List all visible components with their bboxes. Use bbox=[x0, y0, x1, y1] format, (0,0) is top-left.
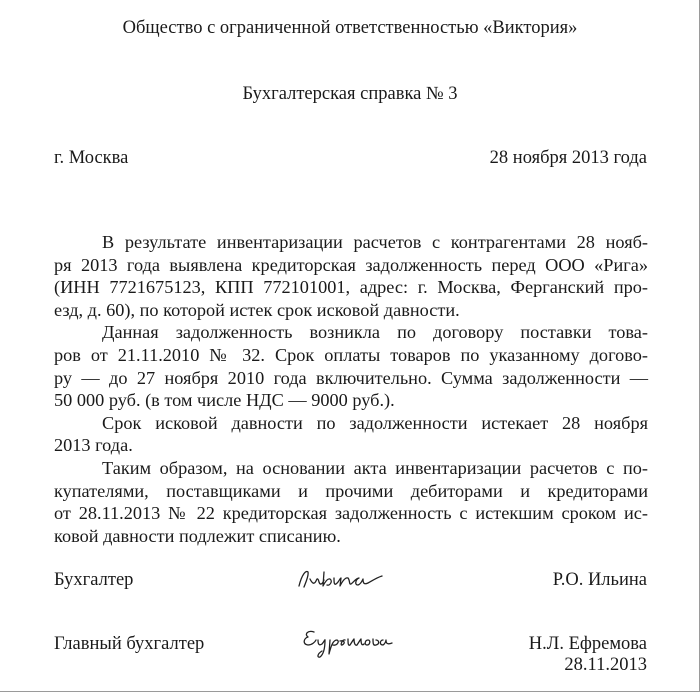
body-line: езд, д. 60), по которой истек срок исковой давности. bbox=[54, 299, 460, 320]
accountant-name: Р.О. Ильина bbox=[552, 570, 647, 590]
body-line: В результате инвентаризации расчетов с контрагентами 28 нояб- bbox=[102, 232, 648, 252]
body-line: Срок исковой давности по задолженности истекает 28 ноября bbox=[102, 412, 648, 433]
document-body bbox=[54, 231, 648, 547]
body-line: Данная задолженность возникла по договору поставки това- bbox=[102, 322, 648, 343]
body-line: ру — до 27 ноября 2010 года включительно. Сумма задолженности — bbox=[54, 367, 648, 388]
body-line: 50 000 руб. (в том числе НДС — 9000 руб.). bbox=[54, 390, 395, 411]
document-city: г. Москва bbox=[54, 148, 129, 168]
organization-name: Общество с ограниченной ответственностью «Виктория» bbox=[122, 18, 578, 38]
signature-date: 28.11.2013 bbox=[564, 655, 647, 675]
body-line: купателями, поставщиками и прочими дебиторами и кредиторами bbox=[54, 480, 648, 501]
body-line: ковой давности подлежит списанию. bbox=[54, 525, 341, 546]
chief-accountant-label: Главный бухгалтер bbox=[54, 634, 205, 654]
accountant-label: Бухгалтер bbox=[54, 570, 134, 590]
body-line: ров от 21.11.2010 № 32. Срок оплаты товаров по указанному догово- bbox=[54, 344, 648, 365]
body-line: Таким образом, на основании акта инвентаризации расчетов с по- bbox=[102, 457, 648, 478]
body-line: 2013 года. bbox=[54, 435, 133, 456]
document-date: 28 ноября 2013 года bbox=[489, 148, 647, 168]
accountant-signature bbox=[296, 566, 386, 592]
chief-accountant-name: Н.Л. Ефремова bbox=[528, 634, 647, 654]
document-title: Бухгалтерская справка № 3 bbox=[242, 84, 458, 104]
body-line: ря 2013 года выявлена кредиторская задолженность перед ООО «Рига» bbox=[54, 254, 648, 275]
body-line: от 28.11.2013 № 22 кредиторская задолженность с истекшим сроком ис- bbox=[54, 503, 648, 524]
chief-accountant-signature bbox=[300, 626, 396, 660]
body-line: (ИНН 7721675123, КПП 772101001, адрес: г. Москва, Ферганский про- bbox=[54, 277, 648, 298]
